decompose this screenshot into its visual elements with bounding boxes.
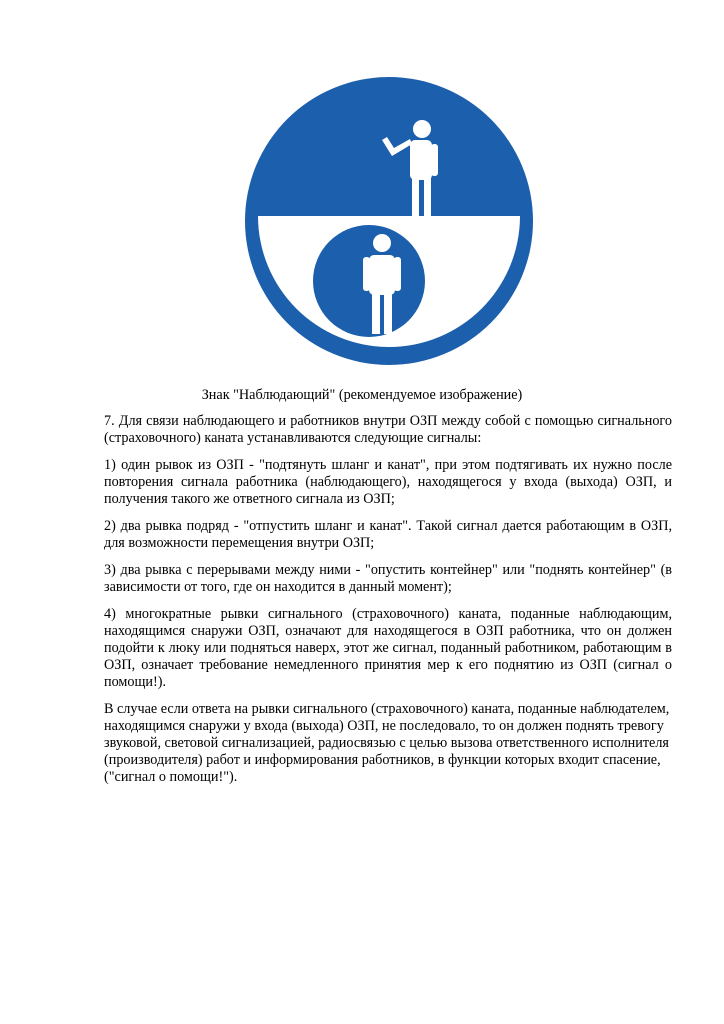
emergency-paragraph: В случае если ответа на рывки сигнального (страховочного) каната, поданные наблюдателем, находящимся снаружи у входа (выхода) ОЗП, не последовало, то он должен поднять тревогу звуковой, световой сигнализацией, радиосвязью с целью вызова ответственного исполнителя (производителя) работ и информирования работников, в функции которых входит спасение, ("сигнал о помощи!").: [104, 701, 670, 785]
signal-item-3: 3) два рывка с перерывами между ними - "опустить контейнер" или "поднять контейнер" (в зависимости от того, где он находится в данный момент);: [104, 562, 672, 595]
signal-item-2: 2) два рывка подряд - "отпустить шланг и канат". Такой сигнал дается работающим в ОЗП, для возможности перемещения внутри ОЗП;: [104, 518, 672, 551]
sign-caption: Знак "Наблюдающий" (рекомендуемое изображение): [201, 387, 523, 403]
intro-paragraph: 7. Для связи наблюдающего и работников внутри ОЗП между собой с помощью сигнального (страховочного) каната устанавливаются следующие сигналы:: [104, 413, 672, 446]
signal-item-4: 4) многократные рывки сигнального (страховочного) каната, поданные наблюдающим, находящимся снаружи ОЗП, означают для находящегося в ОЗП работника, что он должен подойти к люку или подняться наверх, этот же сигнал, поданный работником, работающим в ОЗП, означает требование немедленного принятия мер к его поднятию из ОЗП (сигнал о помощи!).: [104, 606, 672, 690]
observer-safety-sign: [244, 76, 534, 366]
signal-item-1: 1) один рывок из ОЗП - "подтянуть шланг и канат", при этом подтягивать их нужно после повторения сигнала работника (наблюдающего), находящегося у входа (выхода) ОЗП, и получения такого же ответного сигнала из ОЗП;: [104, 457, 672, 507]
document-body: [104, 413, 672, 796]
